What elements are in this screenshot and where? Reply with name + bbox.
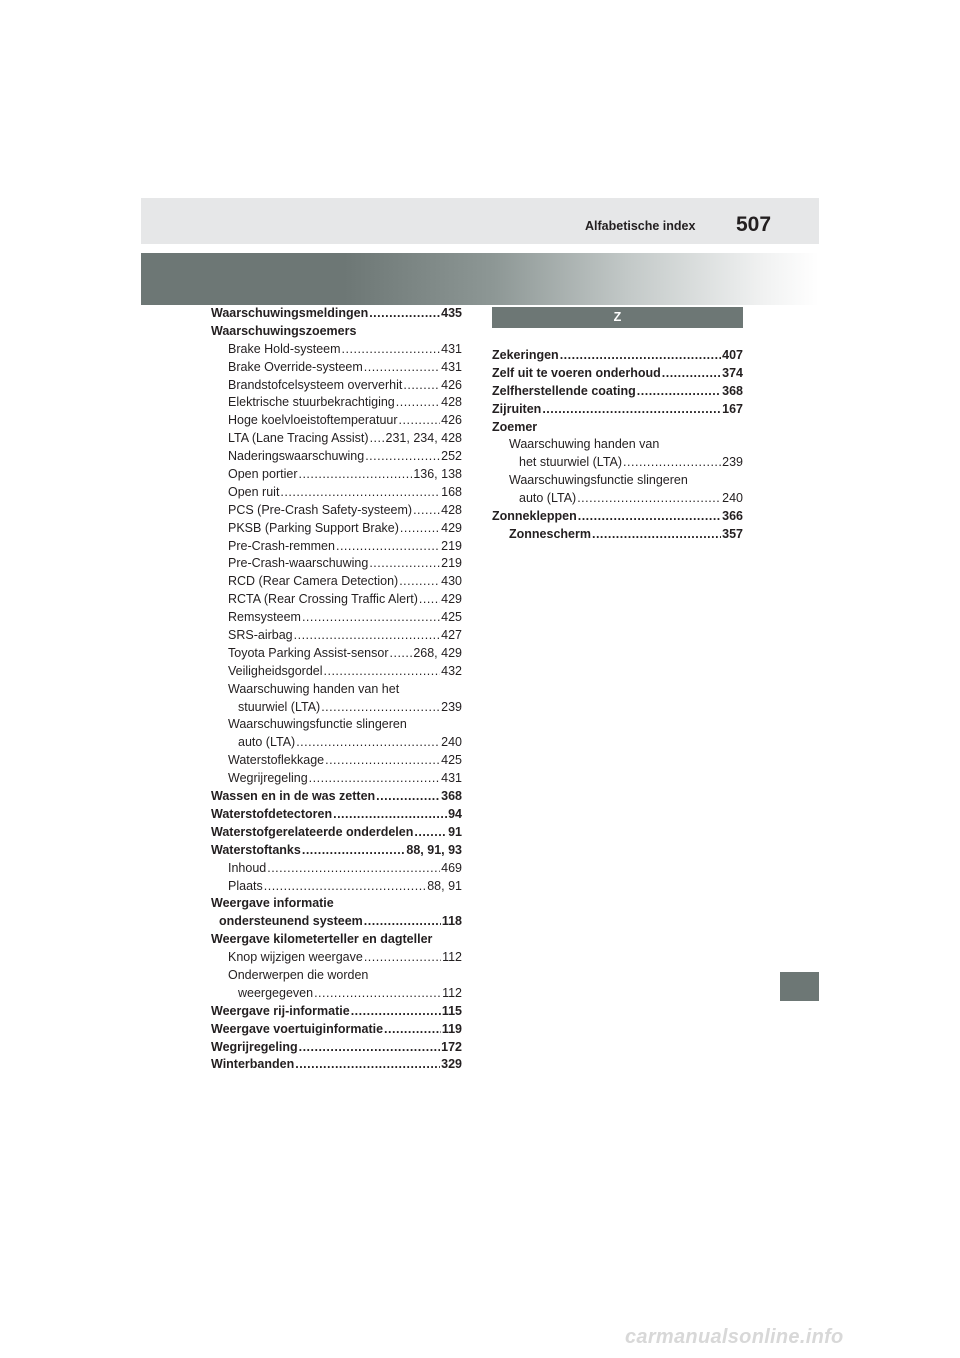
index-entry-label: Waarschuwingsfunctie slingeren xyxy=(228,717,407,732)
index-entry xyxy=(211,645,462,663)
index-entry xyxy=(211,538,462,556)
dot-leader xyxy=(369,555,440,573)
index-column-left xyxy=(211,305,462,1074)
index-entry-label: Weergave rij-informatie xyxy=(211,1003,350,1018)
index-entry-label: Wegrijregeling xyxy=(211,1039,298,1054)
index-entry-page: 252 xyxy=(441,449,462,464)
dot-leader xyxy=(351,1003,441,1021)
index-entry xyxy=(211,967,462,985)
dot-leader xyxy=(399,573,440,591)
dot-leader xyxy=(298,466,412,484)
index-entry-page: 91 xyxy=(448,824,462,839)
index-entry-label: auto (LTA) xyxy=(238,735,296,750)
decorative-gradient-band xyxy=(141,253,819,305)
index-entry xyxy=(211,931,462,949)
index-entry xyxy=(211,860,462,878)
index-entry-label: Zijruiten xyxy=(492,401,542,416)
dot-leader xyxy=(396,394,440,412)
index-entry-page: 429 xyxy=(441,592,462,607)
dot-leader xyxy=(324,663,441,681)
index-entry xyxy=(211,806,462,824)
header-band xyxy=(141,198,819,244)
index-entry-label: Knop wijzigen weergave xyxy=(228,950,363,965)
index-entry xyxy=(211,824,462,842)
index-entry-label: Zoemer xyxy=(492,419,538,434)
index-entry-page: 368 xyxy=(441,789,462,804)
index-entry-page: 429 xyxy=(441,520,462,535)
index-entry xyxy=(211,1056,462,1074)
index-entry-page: 231, 234, 428 xyxy=(385,431,462,446)
index-entry xyxy=(211,627,462,645)
index-entry-page: 239 xyxy=(441,699,462,714)
index-entry-label: Zekeringen xyxy=(492,348,559,362)
index-entry-page: 112 xyxy=(442,985,462,1000)
index-entry-label: Waarschuwing handen van het xyxy=(228,681,400,696)
dot-leader xyxy=(296,734,440,752)
index-entry-label: Brake Hold-systeem xyxy=(228,341,341,356)
index-entry-label: auto (LTA) xyxy=(519,491,577,506)
dot-leader xyxy=(376,788,440,806)
index-entry xyxy=(211,555,462,573)
index-entry xyxy=(211,949,462,967)
index-entry-page: 136, 138 xyxy=(413,467,462,482)
dot-leader xyxy=(414,824,447,842)
index-entry-page: 168 xyxy=(441,484,462,499)
index-entry xyxy=(492,401,743,419)
index-entry-page: 431 xyxy=(441,359,462,374)
index-entry-label: Plaats xyxy=(228,878,263,893)
dot-leader xyxy=(364,949,441,967)
dot-leader xyxy=(390,645,413,663)
index-entry-label: Pre-Crash-remmen xyxy=(228,538,335,553)
index-entry-page: 88, 91, 93 xyxy=(406,842,462,857)
index-entry xyxy=(492,472,743,490)
index-entry-page: 431 xyxy=(441,771,462,786)
index-entry-label: Elektrische stuurbekrachtiging xyxy=(228,395,395,410)
dot-leader xyxy=(403,377,440,395)
index-entry-label: het stuurwiel (LTA) xyxy=(519,455,623,470)
index-entry-page: 469 xyxy=(441,860,462,875)
dot-leader xyxy=(623,454,721,472)
index-entry-page: 119 xyxy=(441,1021,462,1036)
index-entry-page: 329 xyxy=(441,1057,462,1072)
dot-leader xyxy=(400,520,440,538)
index-entry-page: 368 xyxy=(722,383,743,398)
dot-leader xyxy=(302,842,406,860)
index-entry xyxy=(211,341,462,359)
index-entry xyxy=(211,359,462,377)
index-entry-page: 427 xyxy=(441,628,462,643)
index-entry xyxy=(211,699,462,717)
index-entry xyxy=(211,770,462,788)
index-entry xyxy=(211,377,462,395)
index-entry xyxy=(211,1039,462,1057)
index-entry-page: 112 xyxy=(442,950,462,965)
dot-leader xyxy=(333,806,447,824)
index-entry xyxy=(211,681,462,699)
index-entry-label: LTA (Lane Tracing Assist) xyxy=(228,431,369,446)
index-entry-label: Open ruit xyxy=(228,484,280,499)
index-entry-label: Veiligheidsgordel xyxy=(228,663,323,678)
dot-leader xyxy=(637,383,721,401)
index-entry-label: Waarschuwing handen van xyxy=(509,437,660,452)
index-entry xyxy=(211,323,462,341)
dot-leader xyxy=(578,508,721,526)
index-entry-page: 118 xyxy=(441,914,462,929)
index-entry-label: Zonnescherm xyxy=(509,526,591,541)
index-entry-page: 426 xyxy=(441,377,462,392)
index-entry-page: 432 xyxy=(441,663,462,678)
index-entry-page: 239 xyxy=(722,455,743,470)
dot-leader xyxy=(314,985,441,1003)
index-entry-page: 94 xyxy=(448,806,462,821)
index-entry-page: 430 xyxy=(441,574,462,589)
index-entry-page: 240 xyxy=(441,735,462,750)
index-entry xyxy=(211,913,462,931)
index-entry-page: 426 xyxy=(441,413,462,428)
index-entry-label: Weergave voertuiginformatie xyxy=(211,1021,384,1036)
index-entry-label: Pre-Crash-waarschuwing xyxy=(228,556,369,571)
index-entry-page: 374 xyxy=(722,365,743,380)
index-entry-label: Waterstoflekkage xyxy=(228,753,325,768)
index-entry-label: Zelfherstellende coating xyxy=(492,383,636,398)
index-entry xyxy=(492,347,743,365)
index-entry xyxy=(211,663,462,681)
dot-leader xyxy=(309,770,440,788)
index-entry-page: 407 xyxy=(722,348,743,362)
index-entries-right xyxy=(492,347,743,544)
dot-leader xyxy=(592,526,721,544)
watermark: carmanualsonline.info xyxy=(625,1326,844,1348)
index-entry-label: PKSB (Parking Support Brake) xyxy=(228,520,399,535)
index-entry-label: Weergave informatie xyxy=(211,896,334,911)
index-entry xyxy=(211,734,462,752)
dot-leader xyxy=(336,538,440,556)
index-column-right xyxy=(492,305,743,544)
dot-leader xyxy=(370,430,385,448)
index-entry-label: Naderingswaarschuwing xyxy=(228,449,365,464)
index-entry-label: RCTA (Rear Crossing Traffic Alert) xyxy=(228,592,418,607)
index-entry-label: Weergave kilometerteller en dagteller xyxy=(211,932,433,947)
index-entry-page: 240 xyxy=(722,491,743,506)
index-entry-label: Waarschuwingsmeldingen xyxy=(211,306,369,320)
index-entry-label: Toyota Parking Assist-sensor xyxy=(228,645,389,660)
index-entry xyxy=(211,985,462,1003)
dot-leader xyxy=(399,412,441,430)
dot-leader xyxy=(264,878,426,896)
index-entry xyxy=(492,365,743,383)
index-entry xyxy=(211,752,462,770)
index-entry xyxy=(211,520,462,538)
index-entry xyxy=(211,591,462,609)
chapter-side-tab xyxy=(780,972,819,1001)
index-entry-page: 428 xyxy=(441,502,462,517)
dot-leader xyxy=(364,359,440,377)
dot-leader xyxy=(662,365,721,383)
index-entry-page: 425 xyxy=(441,753,462,768)
index-entry-label: Hoge koelvloeistoftemperatuur xyxy=(228,413,398,428)
index-entry-label: Waterstofgerelateerde onderdelen xyxy=(211,824,414,839)
index-entry-page: 435 xyxy=(441,306,462,320)
index-entry-label: ondersteunend systeem xyxy=(219,914,363,929)
index-entry-page: 268, 429 xyxy=(413,645,462,660)
dot-leader xyxy=(577,490,721,508)
index-entry-page: 357 xyxy=(722,526,743,541)
index-entry-page: 428 xyxy=(441,395,462,410)
index-entry-page: 219 xyxy=(441,538,462,553)
index-entry-label: weergegeven xyxy=(238,985,314,1000)
index-entry xyxy=(211,305,462,323)
index-entry-page: 219 xyxy=(441,556,462,571)
index-entry xyxy=(211,1003,462,1021)
index-entry xyxy=(492,526,743,544)
index-entry xyxy=(211,502,462,520)
index-entry-label: Wassen en in de was zetten xyxy=(211,789,376,804)
index-entry xyxy=(492,508,743,526)
dot-leader xyxy=(325,752,440,770)
index-entry xyxy=(492,419,743,437)
index-entry-page: 425 xyxy=(441,610,462,625)
index-entry-label: Zonnekleppen xyxy=(492,509,577,524)
index-entry xyxy=(211,430,462,448)
index-entry xyxy=(211,484,462,502)
dot-leader xyxy=(542,401,721,419)
index-entry xyxy=(211,448,462,466)
index-entry-page: 115 xyxy=(441,1003,462,1018)
index-entry xyxy=(492,383,743,401)
page-number: 507 xyxy=(736,213,772,236)
index-entry xyxy=(211,412,462,430)
dot-leader xyxy=(364,913,441,931)
dot-leader xyxy=(560,347,721,365)
index-entry xyxy=(211,878,462,896)
index-entry-label: PCS (Pre-Crash Safety-systeem) xyxy=(228,502,413,517)
index-entry-label: Inhoud xyxy=(228,860,267,875)
dot-leader xyxy=(365,448,440,466)
index-entry xyxy=(492,454,743,472)
index-entry xyxy=(492,490,743,508)
index-entry-label: Onderwerpen die worden xyxy=(228,967,369,982)
dot-leader xyxy=(369,305,440,323)
index-entry-label: stuurwiel (LTA) xyxy=(238,699,321,714)
index-entry-page: 172 xyxy=(441,1039,462,1054)
index-entry-label: Brandstofcelsysteem oververhit xyxy=(228,377,403,392)
index-entry-label: Open portier xyxy=(228,467,298,482)
index-entry-page: 167 xyxy=(722,401,743,416)
index-entry xyxy=(211,895,462,913)
dot-leader xyxy=(295,1056,440,1074)
index-entry xyxy=(211,842,462,860)
index-entry-label: Zelf uit te voeren onderhoud xyxy=(492,365,661,380)
index-entry-label: Waarschuwingszoemers xyxy=(211,323,357,338)
index-entry xyxy=(211,573,462,591)
dot-leader xyxy=(294,627,441,645)
index-entry xyxy=(211,1021,462,1039)
index-entry-label: RCD (Rear Camera Detection) xyxy=(228,574,399,589)
index-entry xyxy=(211,394,462,412)
section-letter-bar: Z xyxy=(492,307,743,328)
index-entry-label: Waarschuwingsfunctie slingeren xyxy=(509,473,688,488)
index-entry-label: Winterbanden xyxy=(211,1057,295,1072)
dot-leader xyxy=(321,699,440,717)
dot-leader xyxy=(342,341,441,359)
dot-leader xyxy=(413,502,440,520)
dot-leader xyxy=(280,484,440,502)
index-entry-page: 431 xyxy=(441,341,462,356)
index-entry-label: Brake Override-systeem xyxy=(228,359,363,374)
dot-leader xyxy=(302,609,440,627)
dot-leader xyxy=(267,860,440,878)
dot-leader xyxy=(419,591,440,609)
index-entry-label: Waterstofdetectoren xyxy=(211,806,333,821)
index-entry-page: 88, 91 xyxy=(427,878,462,893)
index-entry xyxy=(211,716,462,734)
dot-leader xyxy=(384,1021,441,1039)
index-entry-page: 366 xyxy=(722,509,743,524)
dot-leader xyxy=(299,1039,441,1057)
index-entry xyxy=(211,788,462,806)
index-entry-label: Waterstoftanks xyxy=(211,842,301,857)
index-entry xyxy=(492,436,743,454)
index-entry-label: SRS-airbag xyxy=(228,628,293,643)
index-entry-label: Remsysteem xyxy=(228,610,301,625)
index-entry xyxy=(211,466,462,484)
index-entry xyxy=(211,609,462,627)
index-entry-label: Wegrijregeling xyxy=(228,771,308,786)
header-title: Alfabetische index xyxy=(585,219,696,233)
